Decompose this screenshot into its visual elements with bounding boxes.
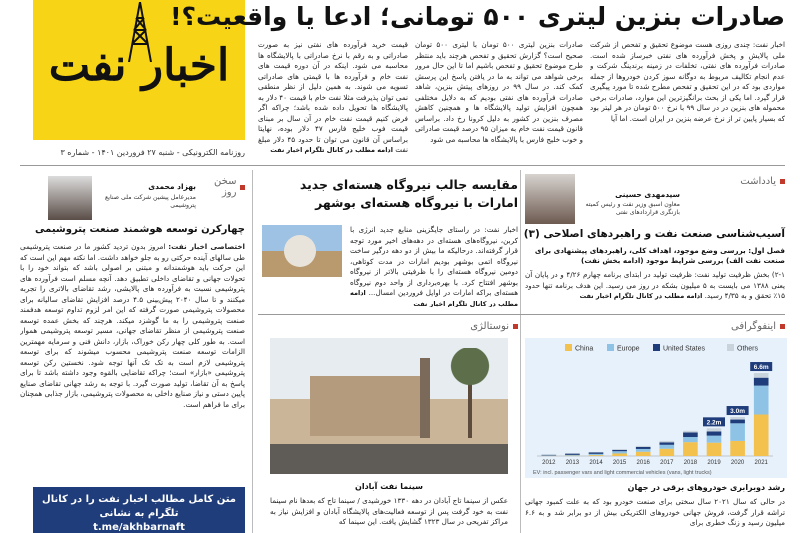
bar-2017-0	[659, 449, 674, 456]
bar-2021-1	[754, 386, 769, 415]
channel-link[interactable]: t.me/akhbarnaft	[93, 522, 185, 533]
cinema-photo	[270, 338, 508, 474]
bar-2016-0	[636, 452, 651, 456]
editorial-section-label: سخن روز	[214, 176, 237, 198]
note-author-role: معاون اسبق وزیر نفت و رئیس کمیته بازنگری قراردادهای نفتی	[585, 201, 680, 216]
x-tick-label-2016: 2016	[636, 460, 650, 466]
note-body	[525, 270, 785, 310]
bar-2020-3	[730, 417, 745, 420]
bar-2012-2	[541, 455, 556, 456]
bar-2014-2	[589, 452, 604, 454]
bar-2021-3	[754, 373, 769, 378]
section-marker-icon	[780, 179, 785, 184]
x-tick-label-2020: 2020	[730, 460, 745, 466]
x-tick-label-2018: 2018	[683, 460, 698, 466]
bar-2017-2	[659, 442, 674, 445]
lead-col1-text: اخبار نفت: چندی روزی هست موضوع تحقیق و تفحص از شرکت ملی پالایش و پخش فرآورده های نفتی خبرساز شده است. صادرات فرآورده های نفتی، تخلفات در زمینه برندینگ شرکت و عدم انجام تکالیف مربوط به دوگانه سوز کردن خودروها از جمله مواردی بود که در این تحقیق و تفحص مطرح شده تا مورد پیگیری قرار گیرد. اما یکی از بحث برانگیزترین این موارد، صادرات برخی محموله های بنزین در در سال ۹۹ با نرخ ۵۰۰ تومان در هر لیتر بود که بسیار پایین تر از نرخ عرضه بنزین در ایران است. اما آیا	[590, 40, 785, 123]
nostalgia-title[interactable]: سینما نفت آبادان	[355, 482, 423, 491]
nuclear-more-link[interactable]: ادامه مطلب در کانال تلگرام اخبار نفت	[350, 289, 518, 307]
bar-2020-2	[730, 420, 745, 424]
column-divider	[520, 170, 521, 533]
lead-column-3	[258, 40, 408, 158]
issue-line: روزنامه الکترونیکی - شنبه ۲۷ فروردین ۱۴۰۱ - شماره ۳	[60, 148, 245, 157]
bar-2021-2	[754, 378, 769, 386]
legend-label-1: Europe	[617, 345, 640, 353]
legend-swatch-2	[653, 344, 660, 351]
nuclear-title[interactable]: مقایسه جالب نیروگاه هسته‌ای جدید امارات با نیروگاه هسته‌ای بوشهر	[299, 177, 518, 210]
nuclear-body-text: اخبار نفت: در راستای جایگزینی منابع جدید انرژی با کربن، نیروگاه‌های هسته‌ای در دهه‌های اخیر مورد توجه قرار گرفته‌اند. درحالیکه ما بیش از دو دهه درگیر ساخت نیروگاه اتمی بوشهر بودیم امارات در مدت کوتاهی، دومین نیروگاه هسته‌ای را با ظرفیتی بالاتر از نیروگاه بوشهر افتتاح کرد. با بهره‌برداری از واحد دوم نیروگاه هسته‌ای براکه امارات در اوایل فروردین امسال...	[350, 225, 518, 297]
legend-swatch-1	[607, 344, 614, 351]
editorial-title[interactable]: چهارکرن توسعه هوشمند صنعت پتروشیمی	[35, 224, 245, 235]
legend-label-2: United States	[663, 345, 706, 353]
note-section-header	[690, 176, 785, 187]
bar-2019-3	[707, 428, 722, 431]
bar-2015-3	[612, 449, 627, 450]
lead-col2-text: صادرات بنزین لیتری ۵۰۰ تومان با لیتری ۵۰۰ تومان صحیح است؟ گزارش تحقیق و تفحص هرچند باید منتظر طرح موضوع تحقیق و تفحص باشیم اما تا این حال مرور برخی شواهد می تواند به ما در یافتن پاسخ این پرسش کمک کند. در سال ۹۹ در روزهای پیتش بنزین، شاهد صادرات فرآورده های نفتی بودیم که به دلایل مختلفی همچون افزایش تولید پالایشگاه ها و همچنین کاهش مصرف بنزین در کشور به دلیل کرونا رخ داد. براساس قانون قیمت نفت خام به میزان ۹۵ درصد قیمت صادراتی و خوب خلیج فارس با پالایشگاه ها محاسبه می شود	[415, 40, 583, 144]
column-divider	[252, 170, 253, 533]
legend-label-3: Others	[737, 345, 759, 353]
logo-text: اخبار نفت	[48, 40, 230, 91]
editorial-author-role: مدیرعامل پیشین شرکت ملی صنایع پتروشیمی	[105, 194, 196, 209]
note-title[interactable]: آسیب‌شناسی صنعت نفت و راهبردهای اصلاحی (۳)	[523, 228, 785, 240]
divider	[20, 165, 785, 166]
bar-2013-1	[565, 455, 580, 456]
bar-2018-2	[683, 432, 698, 437]
chimney	[420, 358, 430, 438]
bar-2014-1	[589, 454, 604, 455]
bar-2017-3	[659, 441, 674, 442]
lead-more-link[interactable]: ادامه مطلب در کانال تلگرام اخبار نفت	[270, 146, 393, 154]
x-tick-label-2021: 2021	[754, 460, 768, 466]
divider	[258, 314, 785, 315]
bar-2018-1	[683, 437, 698, 442]
data-label-2020: 3.0m	[730, 408, 746, 416]
note-subtitle: فصل اول: بررسی وضع موجود، اهداف کلی، راهبردهای پیشنهادی برای صنعت نفت الف) بررسی شرایط موجود (ادامه بخش نفت)	[534, 246, 785, 265]
bar-2016-3	[636, 446, 651, 447]
bar-2018-0	[683, 442, 698, 456]
section-marker-icon	[780, 324, 785, 329]
section-marker-icon	[513, 324, 518, 329]
ev-sales-chart	[525, 338, 787, 478]
bar-2014-0	[589, 455, 604, 456]
bar-2017-1	[659, 445, 674, 449]
cinema-building	[310, 376, 420, 436]
editorial-author-photo	[48, 176, 92, 220]
x-tick-label-2013: 2013	[565, 460, 580, 466]
nuclear-photo	[262, 225, 342, 277]
nostalgia-section-header	[440, 321, 518, 332]
bar-2015-1	[612, 451, 627, 453]
note-author-name: سیدمهدی حسینی	[615, 190, 680, 199]
infographic-title[interactable]: رشد دوبرابری خودروهای برقی در جهان	[627, 483, 785, 492]
bar-2016-1	[636, 449, 651, 452]
legend-swatch-3	[727, 344, 734, 351]
chart-canvas	[525, 338, 787, 478]
note-author-photo	[525, 174, 575, 224]
infographic-body: در حالی که سال ۲۰۲۱ سال سختی برای صنعت خودرو بود که به علت کمبود جهانی تراشه قرار گرفت، فروش جهانی خودروهای الکتریکی بیش از دو برابر شد و به ۶.۶ میلیون رسید و زنگ خطری برای	[525, 497, 785, 527]
data-label-2021: 6.6m	[753, 364, 769, 372]
lead-column-1	[590, 40, 785, 158]
x-tick-label-2015: 2015	[612, 460, 627, 466]
x-tick-label-2014: 2014	[589, 460, 603, 466]
lead-headline[interactable]: صادرات بنزین لیتری ۵۰۰ تومانی؛ ادعا یا واقعیت؟!	[170, 2, 785, 31]
editorial-body	[20, 242, 245, 482]
bar-2021-0	[754, 415, 769, 456]
lead-col3-text: قیمت خرید فرآورده های نفتی نیز به صورت صادراتی و به رقم با نرخ صادراتی با پالایشگاه ها محاسبه می شود. اینکه در آن دوره قیمت های نفت خام و فرآورده ها با قیمتی های صادراتی تسویه می شوند. به همین دلیل از نظر منطقی نمی توان پذیرفت مثلا نفت خام با قیمت ۴۰ دلار به پالایشگاه ها تحویل داده شده باشد؛ چراکه اگر فرض کنیم قیمت نفت خام در آن سال بر مبنای قیمت فوب خلیج فارس ۴۷ دلار بوده، نهایتا براساس آن قانون می توان تا حدود ۴۵ دلار مبلغ نفت	[258, 40, 408, 154]
telegram-channel-banner[interactable]	[33, 487, 245, 533]
bar-2019-0	[707, 443, 722, 456]
chart-footnote: EV: incl. passenger vars and light commercial vehicles (vans, light trucks)	[533, 470, 712, 476]
bar-2015-2	[612, 450, 627, 451]
note-section-label: یادداشت	[740, 176, 776, 187]
bar-2018-3	[683, 431, 698, 433]
x-tick-label-2019: 2019	[707, 460, 721, 466]
x-tick-label-2012: 2012	[542, 460, 556, 466]
note-body-text: ۲-۱) بخش ظرفیت تولید نفت: ظرفیت تولید در ابتدای برنامه چهارم ۴/۲۶ و در پایان آن یعنی ۱۳۸۸ می بایست به ۵ میلیون بشکه در روز می رسید. این هدف برنامه تنها حدود ۱۵٪ تحقق و به ۴/۳۵ رسید.	[525, 270, 785, 300]
editorial-author-name: بهزاد محمدی	[148, 182, 196, 191]
bar-2013-2	[565, 454, 580, 455]
bar-2020-1	[730, 423, 745, 441]
bar-2016-2	[636, 447, 651, 449]
bar-2020-0	[730, 441, 745, 456]
channel-line-1: متن کامل مطالب اخبار نفت را در کانال تلگرام به نشانی	[42, 494, 236, 519]
editorial-kicker: اختصاصی اخبار نفت:	[168, 242, 245, 251]
infographic-section-label: اینفوگرافی	[731, 321, 776, 332]
legend-label-0: China	[575, 345, 594, 353]
infographic-section-header	[695, 321, 785, 332]
nostalgia-section-label: نوستالژی	[470, 321, 509, 332]
bar-2019-2	[707, 431, 722, 435]
data-label-2019: 2.2m	[706, 419, 722, 427]
x-tick-label-2017: 2017	[660, 460, 674, 466]
palm-tree	[450, 348, 490, 438]
editorial-body-text: امروز بدون تردید کشور ما در صنعت پتروشیمی طی سالهای آینده حرکتی رو به جلو خواهد داشت. اما نکته مهم این است که این حرکت باید هوشمندانه و مبتنی بر اصولی باشد که بتواند خود را با تحولات جهانی و تقاضای داخلی تطبیق دهد. آنچه مسلم است فرآورده های پتروشیمی نسبت به فرآورده های پالایشی، رشد تقاضای بالاتری را تجربه میکنند و تا سال ۲۰۴۰ پیش‌بینی ۴.۵ درصد افزایش تقاضای سالیانه برای محصولات پتروشیمی صورت گرفته که این امر لزوم تداوم توسعه هدفمند صنعت پتروشیمی را به ما گوشزد میکند. هرچند که بخش عمده توسعه صنعت پتروشیمی از منظر تقاضای جهانی، مسیر توسعه پتروشیمی هموار است. به طور کلی چهار رکن خوراک، بازار، دانش فنی و سرمایه مهمترین الزامات توسعه صنعت پتروشیمی محسوب میشوند که برای توسعه پتروشیمی لازم است به تک تک آنها توجه شود. نخستین رکن توسعه پتروشیمی «بازار» است؛ چراکه تقاضایی بالقوه وجود داشته باشد تا برای پاسخ به آن تقاضا، تولید صورت گیرد. با توجه به رشد جهانی تقاضای صنایع پایین دستی و نیاز صنایع داخلی به محصولات پتروشیمی، بازار جذابی همچنان برای ما فراهم است.	[20, 242, 245, 409]
nuclear-body	[350, 225, 518, 307]
bar-2019-1	[707, 436, 722, 443]
nostalgia-body: عکس از سینما تاج آبادان در دهه ۱۳۳۰ خورشیدی / سینما تاج که بعدها نام سینما نفت به خود گرفت پس از توسعه فعالیت‌های پالایشگاه آبادان و افزایش نیاز به مراکز تفریحی در سال ۱۳۲۳ گشایش یافت. این سینما که	[270, 496, 508, 526]
bar-2015-0	[612, 453, 627, 456]
reactor-dome	[284, 235, 316, 267]
note-more-link[interactable]: ادامه مطلب در کانال تلگرام اخبار نفت	[579, 292, 703, 300]
section-marker-icon	[240, 185, 245, 190]
editorial-section-header	[200, 176, 245, 198]
legend-swatch-0	[565, 344, 572, 351]
lead-column-2	[415, 40, 583, 158]
